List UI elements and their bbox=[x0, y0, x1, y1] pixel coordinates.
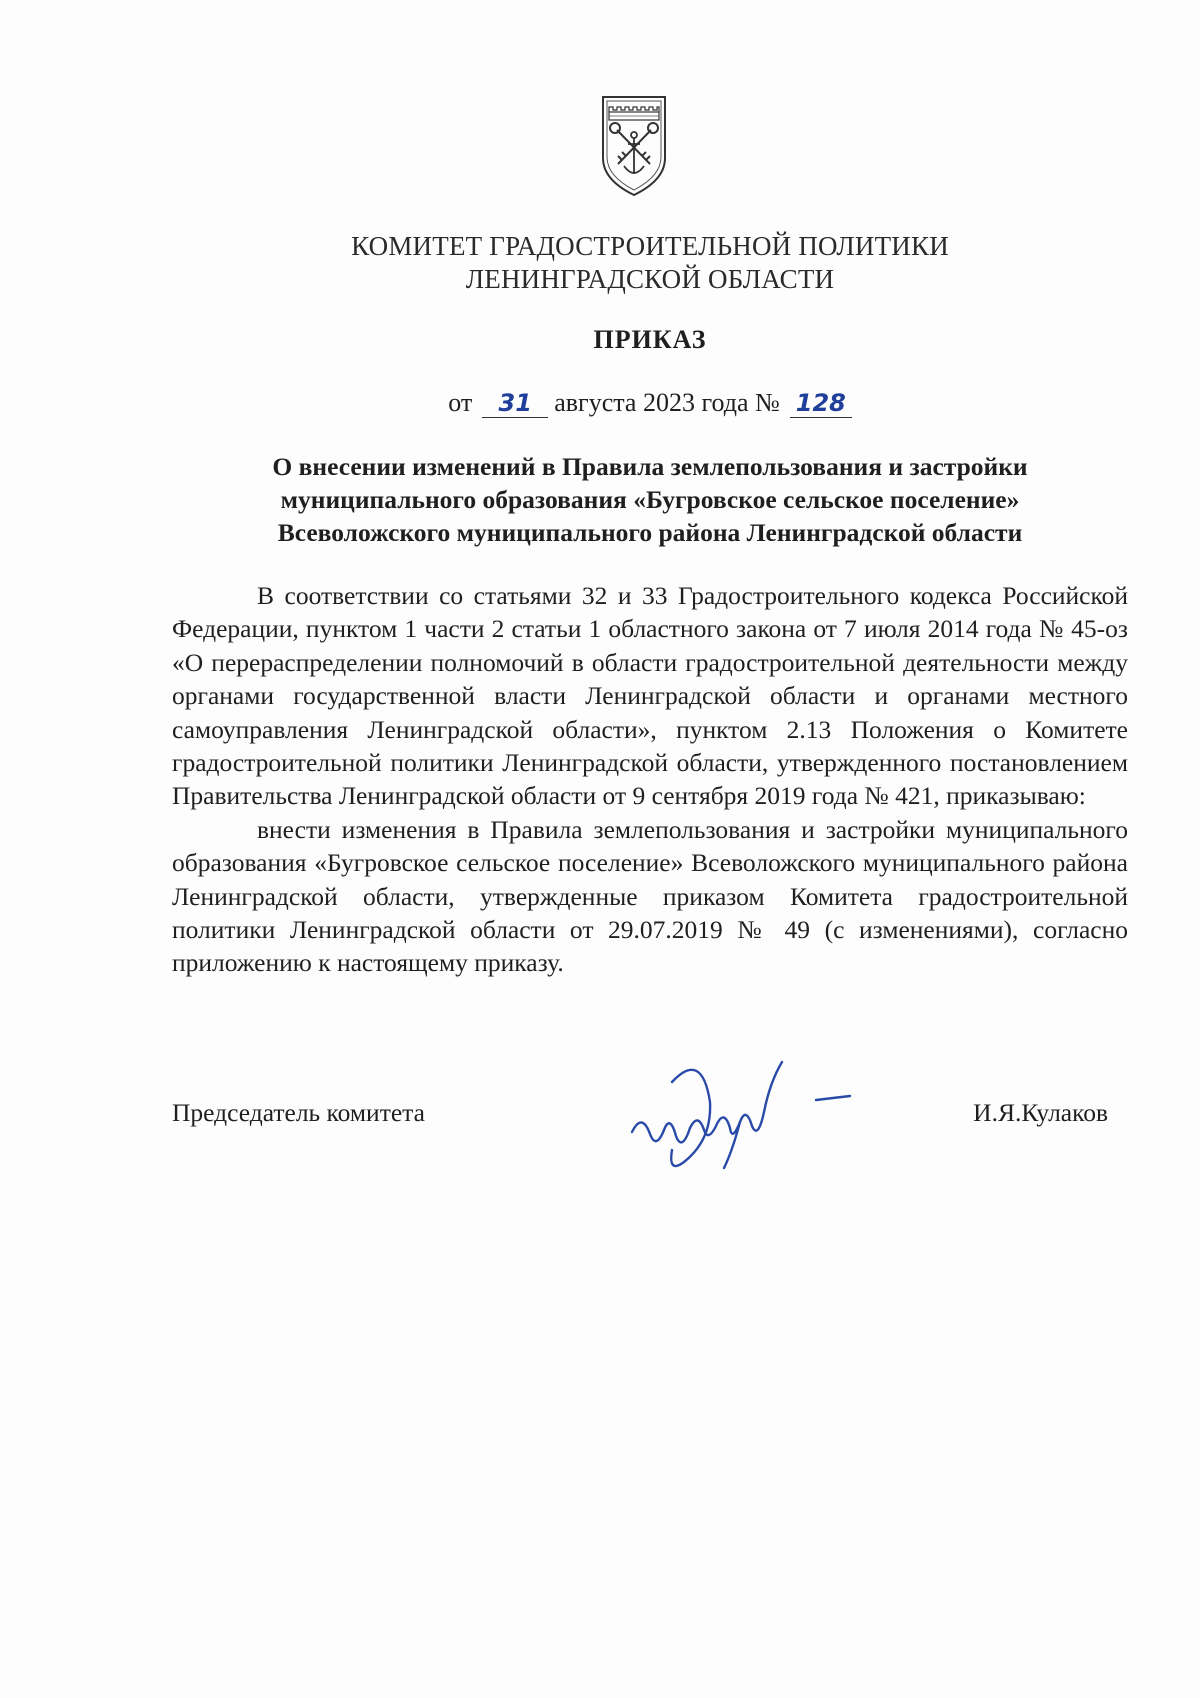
signer-name: И.Я.Кулаков bbox=[973, 1098, 1108, 1127]
paragraph-order: внести изменения в Правила землепользования и застройки муниципального образования «Бугровское сельское поселение» Всеволожского муниципального района Ленинградской области, утвержденные приказом Комитета градостроительной политики Ленинградской области от 29.07.2019 № 49 (с изменениями), согласно приложению к настоящему приказу. bbox=[172, 814, 1128, 978]
leningrad-oblast-coat-of-arms-icon bbox=[600, 94, 668, 198]
document-title bbox=[172, 450, 1128, 549]
committee-name-line-2: ЛЕНИНГРАДСКОЙ ОБЛАСТИ bbox=[465, 264, 835, 294]
committee-name-line-1: КОМИТЕТ ГРАДОСТРОИТЕЛЬНОЙ ПОЛИТИКИ bbox=[351, 231, 949, 261]
paragraph-legal-basis: В соответствии со статьями 32 и 33 Градостроительного кодекса Российской Федерации, пунктом 1 части 2 статьи 1 областного закона от 7 июля 2014 года № 45-оз «О перераспределении полномочий в области градостроительной деятельности между органами государственной власти Ленинградской области и органами местного самоуправления Ленинградской области», пунктом 2.13 Положения о Комитете градостроительной политики Ленинградской области, утвержденного постановлением Правительства Ленинградской области от 9 сентября 2019 года № 421, приказываю: bbox=[172, 581, 1128, 811]
document-body bbox=[172, 579, 1128, 980]
date-line bbox=[180, 387, 1120, 419]
title-line-3: Всеволожского муниципального района Ленинградской области bbox=[277, 518, 1023, 547]
handwritten-number: 128 bbox=[790, 389, 852, 418]
date-prefix: от bbox=[448, 388, 473, 417]
handwritten-signature bbox=[612, 1042, 882, 1192]
signer-position: Председатель комитета bbox=[172, 1098, 425, 1127]
title-line-1: О внесении изменений в Правила землепользования и застройки bbox=[272, 452, 1028, 481]
document-type: ПРИКАЗ bbox=[593, 325, 707, 354]
committee-name bbox=[180, 230, 1120, 296]
handwritten-day: 31 bbox=[482, 389, 548, 418]
date-rest: августа 2023 года № bbox=[554, 388, 780, 417]
title-line-2: муниципального образования «Бугровское сельское поселение» bbox=[280, 485, 1020, 514]
